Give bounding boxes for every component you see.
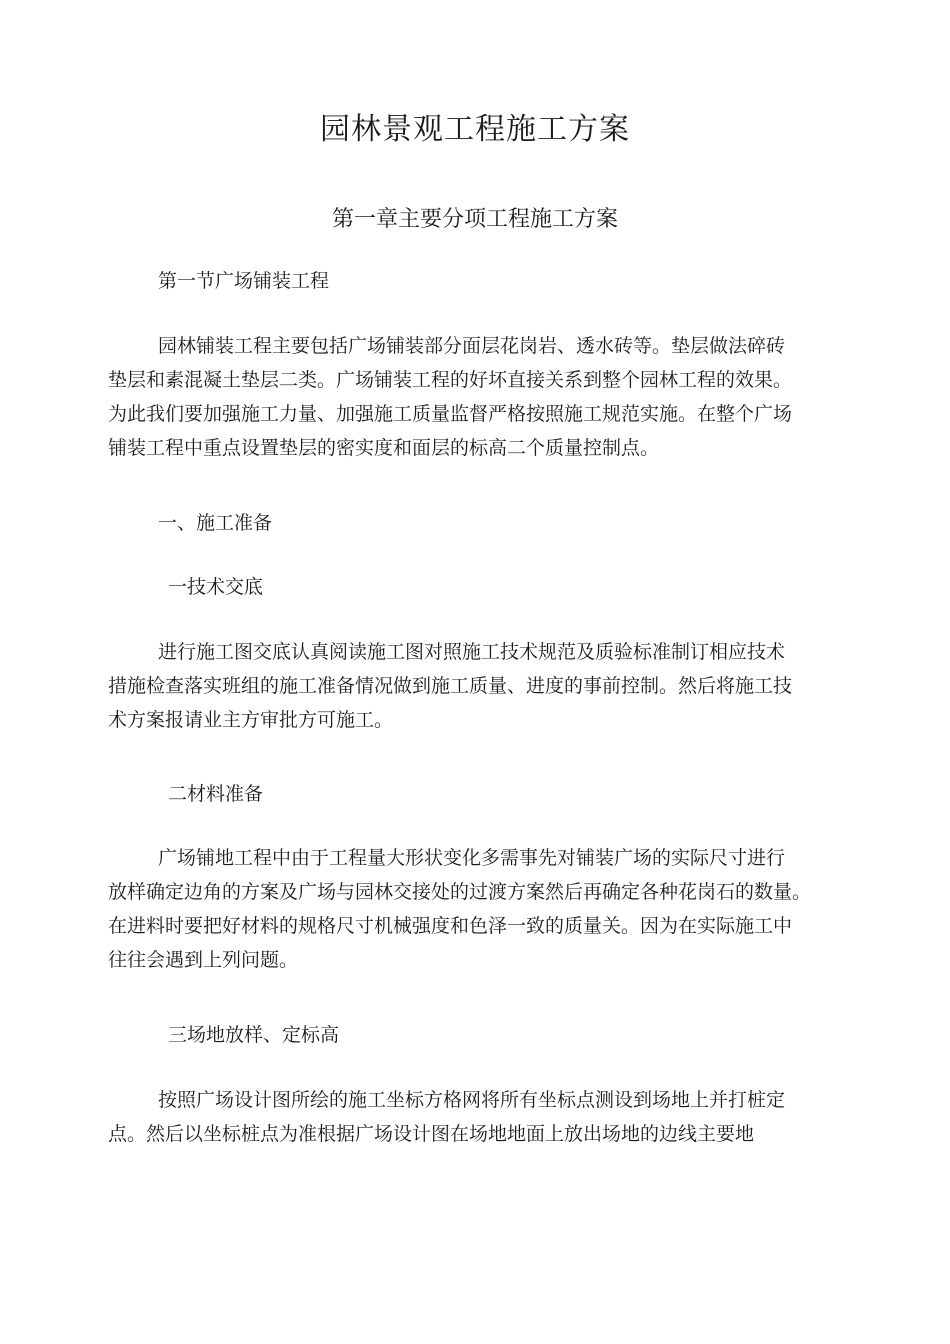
paragraph-line: 在进料时要把好材料的规格尺寸机械强度和色泽一致的质量关。因为在实际施工中 (108, 915, 793, 937)
technical-paragraph (108, 635, 848, 737)
subsection-heading-materials: 二材料准备 (168, 783, 264, 805)
paragraph-line: 进行施工图交底认真阅读施工图对照施工技术规范及质验标准制订相应技术 (158, 641, 786, 663)
paragraph-line: 为此我们要加强施工力量、加强施工质量监督严格按照施工规范实施。在整个广场 (108, 403, 793, 425)
paragraph-line: 放样确定边角的方案及广场与园林交接处的过渡方案然后再确定各种花岗石的数量。 (108, 881, 812, 903)
paragraph-line: 措施检查落实班组的施工准备情况做到施工质量、进度的事前控制。然后将施工技 (108, 675, 793, 697)
chapter-title: 第一章主要分项工程施工方案 (331, 207, 618, 232)
section-heading: 第一节广场铺装工程 (158, 270, 330, 292)
subsection-heading-layout: 三场地放样、定标高 (168, 1024, 340, 1046)
paragraph-line: 广场铺地工程中由于工程量大形状变化多需事先对铺装广场的实际尺寸进行 (158, 847, 786, 869)
paragraph-line: 往往会遇到上列问题。 (108, 949, 299, 971)
paragraph-line: 按照广场设计图所绘的施工坐标方格网将所有坐标点测设到场地上并打桩定 (158, 1089, 786, 1111)
paragraph-line: 术方案报请业主方审批方可施工。 (108, 709, 394, 731)
layout-paragraph (108, 1083, 848, 1151)
part-heading: 一、施工准备 (158, 512, 273, 534)
paragraph-line: 垫层和素混凝土垫层二类。广场铺装工程的好坏直接关系到整个园林工程的效果。 (108, 369, 793, 391)
intro-paragraph (108, 329, 848, 465)
paragraph-line: 园林铺装工程主要包括广场铺装部分面层花岗岩、透水砖等。垫层做法碎砖 (158, 335, 786, 357)
materials-paragraph (108, 841, 848, 977)
paragraph-line: 点。然后以坐标桩点为准根据广场设计图在场地地面上放出场地的边线主要地 (108, 1123, 755, 1145)
subsection-heading-technical: 一技术交底 (168, 576, 264, 598)
document-title: 园林景观工程施工方案 (320, 112, 630, 147)
paragraph-line: 铺装工程中重点设置垫层的密实度和面层的标高二个质量控制点。 (108, 437, 660, 459)
